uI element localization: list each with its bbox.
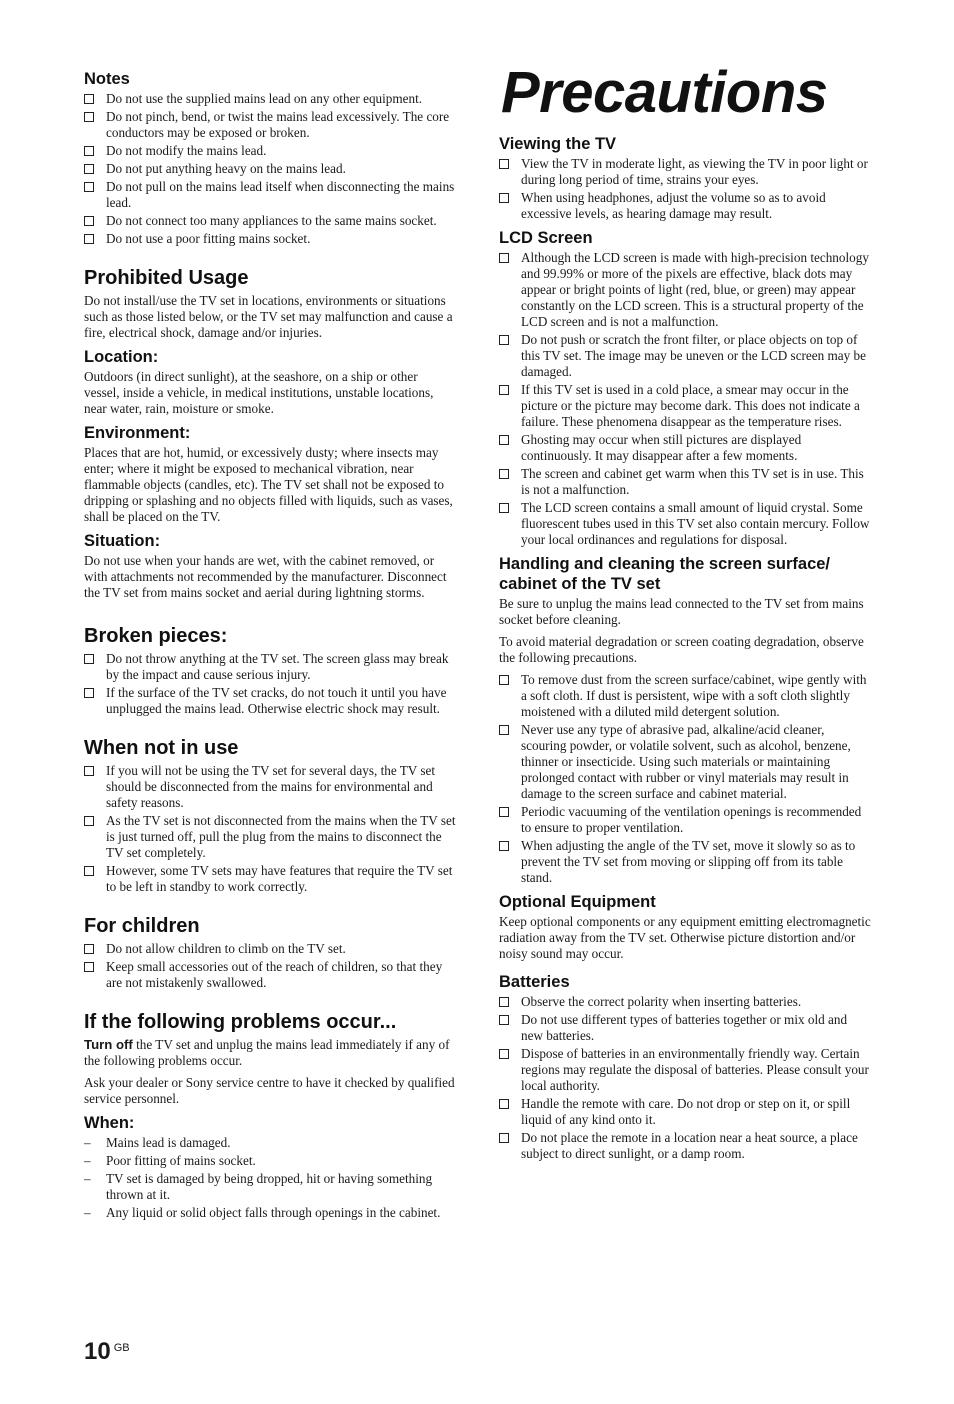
checkbox-bullet-icon — [499, 335, 509, 345]
list-item: The LCD screen contains a small amount of liquid crystal. Some fluorescent tubes used in this TV set also contain mercury. Follow your local ordinances and regulations for disposal. — [499, 500, 871, 548]
checkbox-bullet-icon — [84, 766, 94, 776]
checkbox-bullet-icon — [499, 807, 509, 817]
situation-text: Do not use when your hands are wet, with the cabinet removed, or with attachments not recommended by the manufacturer. Disconnect the TV set from mains socket and aerial during lightning storms. — [84, 553, 447, 600]
list-item: Handle the remote with care. Do not drop or step on it, or spill liquid of any kind onto it. — [499, 1096, 871, 1128]
list-item: Observe the correct polarity when inserting batteries. — [499, 994, 871, 1010]
prohibited-usage-intro: Do not install/use the TV set in locations, environments or situations such as those listed below, or the TV set may malfunction and cause a fire, electrical shock, damage and/or injuries. — [84, 293, 453, 340]
turn-off-runin: Turn off — [84, 1037, 133, 1052]
checkbox-bullet-icon — [499, 469, 509, 479]
list-item: The screen and cabinet get warm when this TV set is in use. This is not a malfunction. — [499, 466, 871, 498]
for-children-heading: For children — [84, 915, 200, 937]
list-item: Do not push or scratch the front filter, or place objects on top of this TV set. The image may be uneven or the LCD screen may be damaged. — [499, 332, 871, 380]
page-title: Precautions — [501, 60, 828, 125]
list-item: Keep small accessories out of the reach of children, so that they are not mistakenly swallowed. — [84, 959, 456, 991]
list-item: If you will not be using the TV set for several days, the TV set should be disconnected from the mains for environmental and safety reasons. — [84, 763, 456, 811]
list-item: As the TV set is not disconnected from the mains when the TV set is just turned off, pull the plug from the mains to disconnect the TV set completely. — [84, 813, 456, 861]
when-list — [84, 1135, 456, 1221]
checkbox-bullet-icon — [499, 159, 509, 169]
environment-text: Places that are hot, humid, or excessively dusty; where insects may enter; where it might be exposed to mechanical vibration, near flammable objects (candles, etc). The TV set shall not be exposed to dripping or splashing and no objects filled with liquids, such as vases, shall be placed on the TV. — [84, 445, 453, 524]
list-item: Although the LCD screen is made with high-precision technology and 99.99% or more of the pixels are effective, black dots may appear or bright points of light (red, blue, or green) may appear constantly on the LCD screen. This is a structural property of the LCD screen and is not a malfunction. — [499, 250, 871, 330]
list-item: Do not use different types of batteries together or mix old and new batteries. — [499, 1012, 871, 1044]
prohibited-usage-heading: Prohibited Usage — [84, 267, 249, 289]
list-item: When using headphones, adjust the volume so as to avoid excessive levels, as hearing damage may result. — [499, 190, 871, 222]
checkbox-bullet-icon — [499, 503, 509, 513]
list-item: Do not pinch, bend, or twist the mains lead excessively. The core conductors may be exposed or broken. — [84, 109, 456, 141]
broken-pieces-list — [84, 651, 456, 717]
situation-heading: Situation: — [84, 532, 161, 550]
list-item: Never use any type of abrasive pad, alkaline/acid cleaner, scouring powder, or volatile solvent, such as alcohol, benzene, thinner or insecticide. Using such materials or maintaining prolonged contact with rubber or vinyl materials may result in damage to the screen surface and cabinet material. — [499, 722, 871, 802]
left-column — [84, 69, 456, 1223]
checkbox-bullet-icon — [499, 1133, 509, 1143]
page-number — [84, 1338, 130, 1366]
checkbox-bullet-icon — [499, 1049, 509, 1059]
dash-bullet: – — [84, 1205, 91, 1220]
list-item: Do not place the remote in a location near a heat source, a place subject to direct sunlight, or a damp room. — [499, 1130, 871, 1162]
viewing-heading: Viewing the TV — [499, 135, 617, 153]
checkbox-bullet-icon — [499, 385, 509, 395]
lcd-screen-list — [499, 250, 871, 548]
cleaning-heading: Handling and cleaning the screen surface/ cabinet of the TV set — [499, 555, 831, 593]
list-item: – Any liquid or solid object falls through openings in the cabinet. — [84, 1205, 441, 1220]
list-item: Ghosting may occur when still pictures are displayed continuously. It may disappear after a few moments. — [499, 432, 871, 464]
for-children-list — [84, 941, 456, 991]
checkbox-bullet-icon — [84, 816, 94, 826]
problems-ask-text: Ask your dealer or Sony service centre to have it checked by qualified service personnel. — [84, 1075, 455, 1106]
checkbox-bullet-icon — [499, 725, 509, 735]
list-item: Do not put anything heavy on the mains lead. — [84, 161, 456, 177]
checkbox-bullet-icon — [84, 94, 94, 104]
notes-heading: Notes — [84, 70, 130, 88]
list-item: However, some TV sets may have features that require the TV set to be left in standby to work correctly. — [84, 863, 456, 895]
checkbox-bullet-icon — [84, 112, 94, 122]
right-column — [499, 60, 871, 1164]
checkbox-bullet-icon — [499, 841, 509, 851]
optional-equipment-text: Keep optional components or any equipment emitting electromagnetic radiation away from the TV set. Otherwise picture distortion and/or noisy sound may occur. — [499, 914, 871, 961]
checkbox-bullet-icon — [84, 164, 94, 174]
page-number-value: 10 — [84, 1338, 111, 1365]
cleaning-list — [499, 672, 871, 886]
list-item: – Poor fitting of mains socket. — [84, 1153, 256, 1168]
checkbox-bullet-icon — [84, 944, 94, 954]
checkbox-bullet-icon — [84, 688, 94, 698]
lcd-screen-heading: LCD Screen — [499, 229, 593, 247]
viewing-list — [499, 156, 871, 222]
checkbox-bullet-icon — [499, 435, 509, 445]
when-not-in-use-heading: When not in use — [84, 737, 239, 759]
cleaning-intro-2: To avoid material degradation or screen coating degradation, observe the following precautions. — [499, 634, 864, 665]
batteries-list — [499, 994, 871, 1162]
checkbox-bullet-icon — [84, 866, 94, 876]
broken-pieces-heading: Broken pieces: — [84, 625, 228, 647]
checkbox-bullet-icon — [84, 962, 94, 972]
checkbox-bullet-icon — [84, 216, 94, 226]
checkbox-bullet-icon — [84, 182, 94, 192]
problems-intro: Turn off the TV set and unplug the mains lead immediately if any of the following problems occur. — [84, 1037, 450, 1068]
list-item: – Mains lead is damaged. — [84, 1135, 231, 1150]
list-item: – TV set is damaged by being dropped, hit or having something thrown at it. — [84, 1171, 433, 1202]
when-not-in-use-list — [84, 763, 456, 895]
checkbox-bullet-icon — [499, 675, 509, 685]
list-item: Do not allow children to climb on the TV set. — [84, 941, 456, 957]
list-item: Dispose of batteries in an environmentally friendly way. Certain regions may regulate the disposal of batteries. Please consult your local authority. — [499, 1046, 871, 1094]
list-item: If this TV set is used in a cold place, a smear may occur in the picture or the picture may become dark. This does not indicate a failure. These phenomena disappear as the temperature rises. — [499, 382, 871, 430]
checkbox-bullet-icon — [84, 654, 94, 664]
notes-list — [84, 91, 456, 247]
checkbox-bullet-icon — [499, 997, 509, 1007]
checkbox-bullet-icon — [499, 1099, 509, 1109]
problems-heading: If the following problems occur... — [84, 1011, 397, 1033]
list-item: Do not throw anything at the TV set. The screen glass may break by the impact and cause serious injury. — [84, 651, 456, 683]
dash-bullet: – — [84, 1171, 91, 1186]
list-item: Periodic vacuuming of the ventilation openings is recommended to ensure to proper ventilation. — [499, 804, 871, 836]
checkbox-bullet-icon — [84, 146, 94, 156]
list-item: Do not use a poor fitting mains socket. — [84, 231, 456, 247]
checkbox-bullet-icon — [499, 193, 509, 203]
checkbox-bullet-icon — [499, 253, 509, 263]
list-item: Do not pull on the mains lead itself when disconnecting the mains lead. — [84, 179, 456, 211]
when-heading: When: — [84, 1114, 135, 1132]
environment-heading: Environment: — [84, 424, 191, 442]
optional-equipment-heading: Optional Equipment — [499, 893, 656, 911]
dash-bullet: – — [84, 1153, 91, 1168]
page-number-suffix: GB — [113, 1342, 130, 1354]
list-item: Do not connect too many appliances to the same mains socket. — [84, 213, 456, 229]
cleaning-intro-1: Be sure to unplug the mains lead connected to the TV set from mains socket before cleaning. — [499, 596, 864, 627]
list-item: To remove dust from the screen surface/cabinet, wipe gently with a soft cloth. If dust is persistent, wipe with a soft cloth slightly moistened with a diluted mild detergent solution. — [499, 672, 871, 720]
location-text: Outdoors (in direct sunlight), at the seashore, on a ship or other vessel, inside a vehicle, in medical institutions, unstable locations, near water, rain, moisture or smoke. — [84, 369, 434, 416]
dash-bullet: – — [84, 1135, 91, 1150]
list-item: If the surface of the TV set cracks, do not touch it until you have unplugged the mains lead. Otherwise electric shock may result. — [84, 685, 456, 717]
location-heading: Location: — [84, 348, 159, 366]
batteries-heading: Batteries — [499, 973, 570, 991]
list-item: Do not use the supplied mains lead on any other equipment. — [84, 91, 456, 107]
list-item: When adjusting the angle of the TV set, move it slowly so as to prevent the TV set from moving or slipping off from its table stand. — [499, 838, 871, 886]
list-item: View the TV in moderate light, as viewing the TV in poor light or during long period of time, strains your eyes. — [499, 156, 871, 188]
checkbox-bullet-icon — [84, 234, 94, 244]
list-item: Do not modify the mains lead. — [84, 143, 456, 159]
checkbox-bullet-icon — [499, 1015, 509, 1025]
